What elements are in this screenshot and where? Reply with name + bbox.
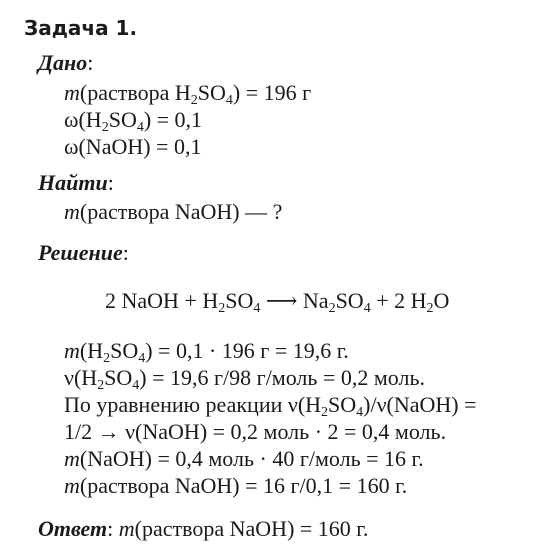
given-line-1: m(раствора $H_2SO_4) = 196$ г (64, 80, 312, 108)
solution-line-2: $\nu(H_2SO_4) = 19,6$ г/98 г/моль = 0,2 моль. (64, 365, 425, 393)
solution-line-4: 1/2 → ν(NaOH) = 0,2 моль · 2 = 0,4 моль. (64, 419, 447, 444)
solution-line-1: $m(H_2SO_4) = 0,1 \cdot 196$ г = 19,6 г. (64, 338, 349, 366)
given-line-3: ω(NaOH) = 0,1 (64, 134, 202, 159)
problem-title: Задача 1. (24, 16, 138, 40)
find-heading: Найти: (38, 170, 114, 195)
solution-line-6: m(раствора NaOH) = 16 г/0,1 = 160 г. (64, 473, 408, 498)
solution-heading: Решение: (38, 240, 129, 265)
solution-line-3: По уравнению реакции $\nu(H_2SO_4)/\nu(NaOH)$ = (64, 392, 477, 420)
find-line-1: m(раствора NaOH) — ? (64, 199, 283, 224)
given-line-2: $\omega(H_2SO_4) = 0,1$ (64, 107, 203, 135)
reaction-equation: 2 NaOH + $H_2SO_4$ ⟶ $Na_2SO_4 + 2$ $H_2O$ (105, 288, 450, 316)
given-heading: Дано: (38, 50, 94, 75)
answer-line: Ответ: m(раствора NaOH) = 160 г. (38, 516, 369, 541)
solution-line-5: m(NaOH) = 0,4 моль · 40 г/моль = 16 г. (64, 446, 424, 471)
